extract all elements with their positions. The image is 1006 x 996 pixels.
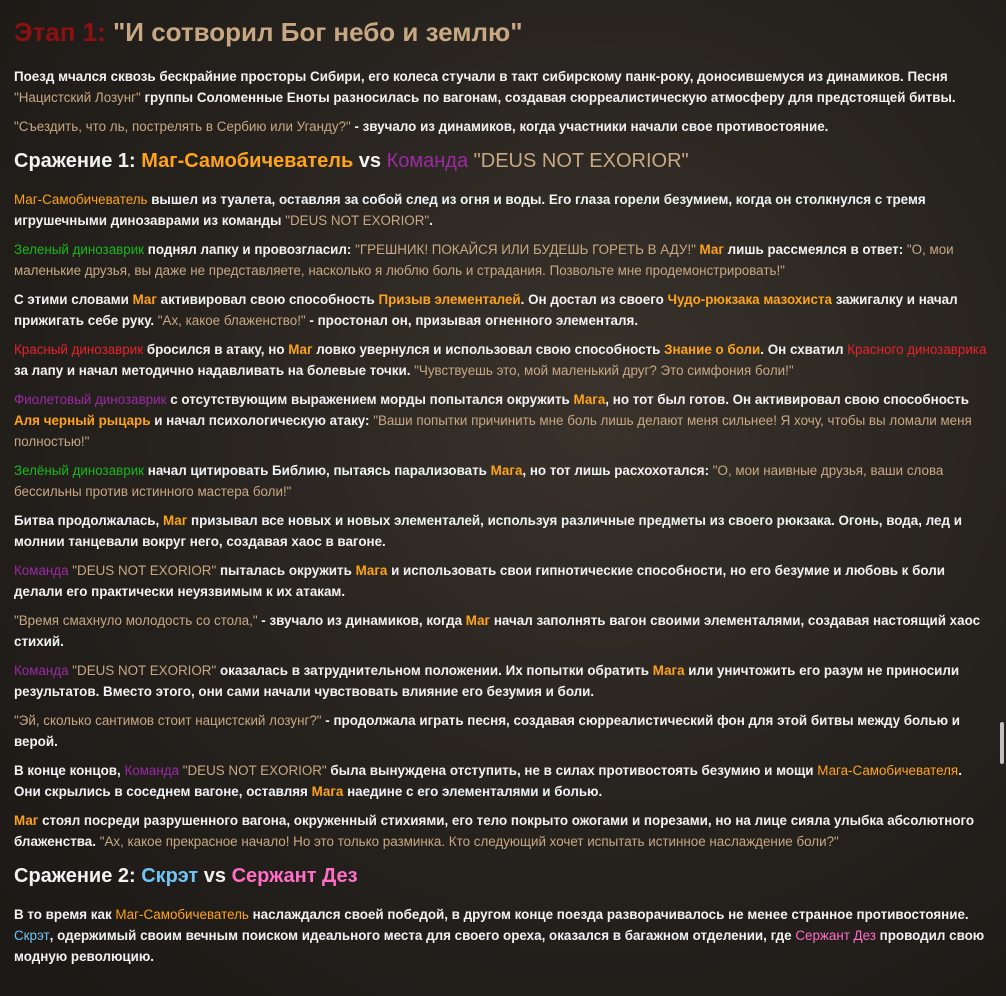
song-title: "Нацистский Лозунг" <box>14 90 141 105</box>
text: - простонал он, призывая огненного элементаля. <box>305 313 639 328</box>
ability-name: Аля черный рыцарь <box>14 413 151 428</box>
lyric-quote: "Съездить, что ль, пострелять в Сербию или Уганду?" <box>14 119 351 134</box>
quote: "Ах, какое прекрасное начало! Но это только разминка. Кто следующий хочет испытать истинное наслаждение боли?" <box>99 834 839 849</box>
mag-name: Мага <box>652 663 685 678</box>
battle-1-paragraph-4 <box>14 339 988 381</box>
text: и начал психологическую атаку: <box>150 413 374 428</box>
text: лишь рассмеялся в ответ: <box>723 242 907 257</box>
ability-name: Знание о боли <box>664 342 761 357</box>
mag-name: Мага <box>573 392 606 407</box>
battle-1-paragraph-1 <box>14 189 988 231</box>
text: , но тот лишь расхохотался: <box>522 463 713 478</box>
ability-name: Призыв элементалей <box>378 292 521 307</box>
quote: "Ваши попытки причинить мне боль лишь делают меня сильнее! Я хочу, чтобы вы ломали меня полностью!" <box>14 413 972 449</box>
intro-paragraph-2 <box>14 116 988 137</box>
fighter-mag: Маг-Самобичеватель <box>141 150 354 172</box>
red-dino-name: Красный динозаврик <box>14 342 144 357</box>
green-dino-name: Зеленый динозаврик <box>14 242 145 257</box>
battle-1-paragraph-5 <box>14 389 988 452</box>
green-dino-name: Зелёный динозаврик <box>14 463 145 478</box>
text: пыталась окружить <box>216 563 356 578</box>
fighter-skrat: Скрэт <box>141 865 199 887</box>
fighter-dez: Сержант Дез <box>231 865 358 887</box>
battle-2-heading <box>14 862 988 890</box>
team-name: "DEUS NOT EXORIOR" <box>285 213 430 228</box>
mag-name: Маг <box>695 242 724 257</box>
text: начал цитировать Библию, пытаясь парализовать <box>144 463 491 478</box>
battle-1-paragraph-10 <box>14 660 988 702</box>
mag-name: Маг <box>288 342 313 357</box>
vs-label: vs <box>353 150 387 172</box>
mag-name: Маг-Самобичеватель <box>14 192 148 207</box>
team-word: Команда <box>386 150 469 172</box>
text: - звучало из динамиков, когда участники начали свое противостояние. <box>350 119 829 134</box>
team-name: "DEUS NOT EXORIOR" <box>468 150 689 172</box>
stage-label: Этап 1: <box>14 17 106 47</box>
lyric-quote: "Время смахнуло молодость со стола," <box>14 613 258 628</box>
text: . Они скрылись в соседнем вагоне, оставляя <box>14 763 962 799</box>
battle-1-heading <box>14 147 988 175</box>
team-word: Команда <box>124 763 180 778</box>
mag-name: Маг <box>465 613 491 628</box>
text: была вынуждена отступить, не в силах противостоять безумию и мощи <box>326 763 818 778</box>
text: и использовать свои гипнотические способности, но его безумие и любовь к боли делали его практически неуязвимым к их атакам. <box>14 563 945 599</box>
text: С этими словами <box>14 292 133 307</box>
battle-2-prefix: Сражение 2: <box>14 865 142 887</box>
text: за лапу и начал методично надавливать на болевые точки. <box>14 363 415 378</box>
mag-name: Маг <box>162 513 188 528</box>
text: наслаждался своей победой, в другом конце поезда разворачивалось не менее странное противостояние. <box>248 907 969 922</box>
battle-1-prefix: Сражение 1: <box>14 150 142 172</box>
mag-name: Маг <box>14 813 39 828</box>
battle-1-paragraph-9 <box>14 610 988 652</box>
stage-heading <box>14 10 988 54</box>
text: наедине с его элементалями и болью. <box>343 784 603 799</box>
story-content <box>14 10 988 975</box>
team-name: "DEUS NOT EXORIOR" <box>179 763 327 778</box>
text: - звучало из динамиков, когда <box>257 613 466 628</box>
text: зажигалку и начал прижигать себе руку. <box>14 292 958 328</box>
mag-name: Маг-Самобичеватель <box>115 907 249 922</box>
text: Битва продолжалась, <box>14 513 163 528</box>
mag-name: Маг <box>132 292 157 307</box>
text: оказалась в затруднительном положении. Их попытки обратить <box>216 663 653 678</box>
battle-2-paragraph-1 <box>14 904 988 967</box>
battle-1-paragraph-12 <box>14 760 988 802</box>
quote: "Ах, какое блаженство!" <box>157 313 306 328</box>
purple-dino-name: Фиолетовый динозаврик <box>14 392 167 407</box>
team-name: "DEUS NOT EXORIOR" <box>68 663 217 678</box>
text: . Он достал из своего <box>520 292 668 307</box>
text: . Он схватил <box>760 342 848 357</box>
text: стоял посреди разрушенного вагона, окруженный стихиями, его тело покрыто ожогами и порезами, но на лице сияла улыбка абсолютного блаженства. <box>14 813 975 849</box>
battle-1-paragraph-7 <box>14 510 988 552</box>
text: В конце концов, <box>14 763 125 778</box>
quote: "О, мои наивные друзья, ваши слова бессильны против истинного мастера боли!" <box>14 463 944 499</box>
vs-label: vs <box>198 865 232 887</box>
text: вышел из туалета, оставляя за собой след из огня и воды. Его глаза горели безумием, когда он столкнулся с тремя игрушечными динозаврами из команды <box>14 192 926 228</box>
mag-name: Мага-Самобичевателя <box>817 763 959 778</box>
text: или уничтожить его разум не приносили результатов. Вместо этого, они сами начали чувствовать влияние его безумия и боли. <box>14 663 960 699</box>
team-word: Команда <box>14 663 69 678</box>
text: активировал свою способность <box>156 292 379 307</box>
battle-1-paragraph-13 <box>14 810 988 852</box>
text: с отсутствующим выражением морды попытался окружить <box>166 392 574 407</box>
battle-1-paragraph-3 <box>14 289 988 331</box>
dez-name: Сержант Дез <box>795 928 876 943</box>
item-name: Чудо-рюкзака мазохиста <box>667 292 832 307</box>
quote: "О, мои маленькие друзья, вы даже не представляете, насколько я люблю боль и страдания. Позвольте мне продемонстрировать!" <box>14 242 954 278</box>
text: группы Соломенные Еноты разносилась по вагонам, создавая сюрреалистическую атмосферу для предстоящей битвы. <box>140 90 956 105</box>
team-word: Команда <box>14 563 69 578</box>
text: проводил свою модную революцию. <box>14 928 985 964</box>
text: - продолжала играть песня, создавая сюрреалистический фон для этой битвы между болью и верой. <box>14 713 961 749</box>
quote: "ГРЕШНИК! ПОКАЙСЯ ИЛИ БУДЕШЬ ГОРЕТЬ В АДУ!" <box>355 242 696 257</box>
battle-1-paragraph-2 <box>14 239 988 281</box>
quote: "Чувствуешь это, мой маленький друг? Это симфония боли!" <box>414 363 794 378</box>
text: В то время как <box>14 907 116 922</box>
skrat-name: Скрэт <box>14 928 50 943</box>
text: начал заполнять вагон своими элементалями, создавая настоящий хаос стихий. <box>14 613 981 649</box>
team-name: "DEUS NOT EXORIOR" <box>68 563 217 578</box>
scrollbar-thumb[interactable] <box>1000 722 1004 764</box>
lyric-quote: "Эй, сколько сантимов стоит нацистский лозунг?" <box>14 713 322 728</box>
text: призывал все новых и новых элементалей, используя различные предметы из своего рюкзака. Огонь, вода, лед и молнии танцевали вокруг него, создавая хаос в вагоне. <box>14 513 962 549</box>
text: бросился в атаку, но <box>143 342 289 357</box>
text: Поезд мчался сквозь бескрайние просторы Сибири, его колеса стучали в такт сибирскому панк-року, доносившемуся из динамиков. Песня <box>14 69 948 84</box>
stage-title: "И сотворил Бог небо и землю" <box>112 17 523 47</box>
text: ловко увернулся и использовал свою способность <box>312 342 665 357</box>
scrollbar[interactable] <box>996 0 1006 996</box>
battle-1-paragraph-8 <box>14 560 988 602</box>
text: поднял лапку и провозгласил: <box>144 242 356 257</box>
text: , но тот был готов. Он активировал свою способность <box>605 392 969 407</box>
battle-1-paragraph-6 <box>14 460 988 502</box>
mag-name: Мага <box>311 784 344 799</box>
text: . <box>429 213 433 228</box>
mag-name: Мага <box>490 463 523 478</box>
intro-paragraph-1 <box>14 66 988 108</box>
red-dino-name: Красного динозаврика <box>847 342 987 357</box>
mag-name: Мага <box>355 563 388 578</box>
text: , одержимый своим вечным поиском идеального места для своего ореха, оказался в багажном отделении, где <box>49 928 796 943</box>
battle-1-paragraph-11 <box>14 710 988 752</box>
